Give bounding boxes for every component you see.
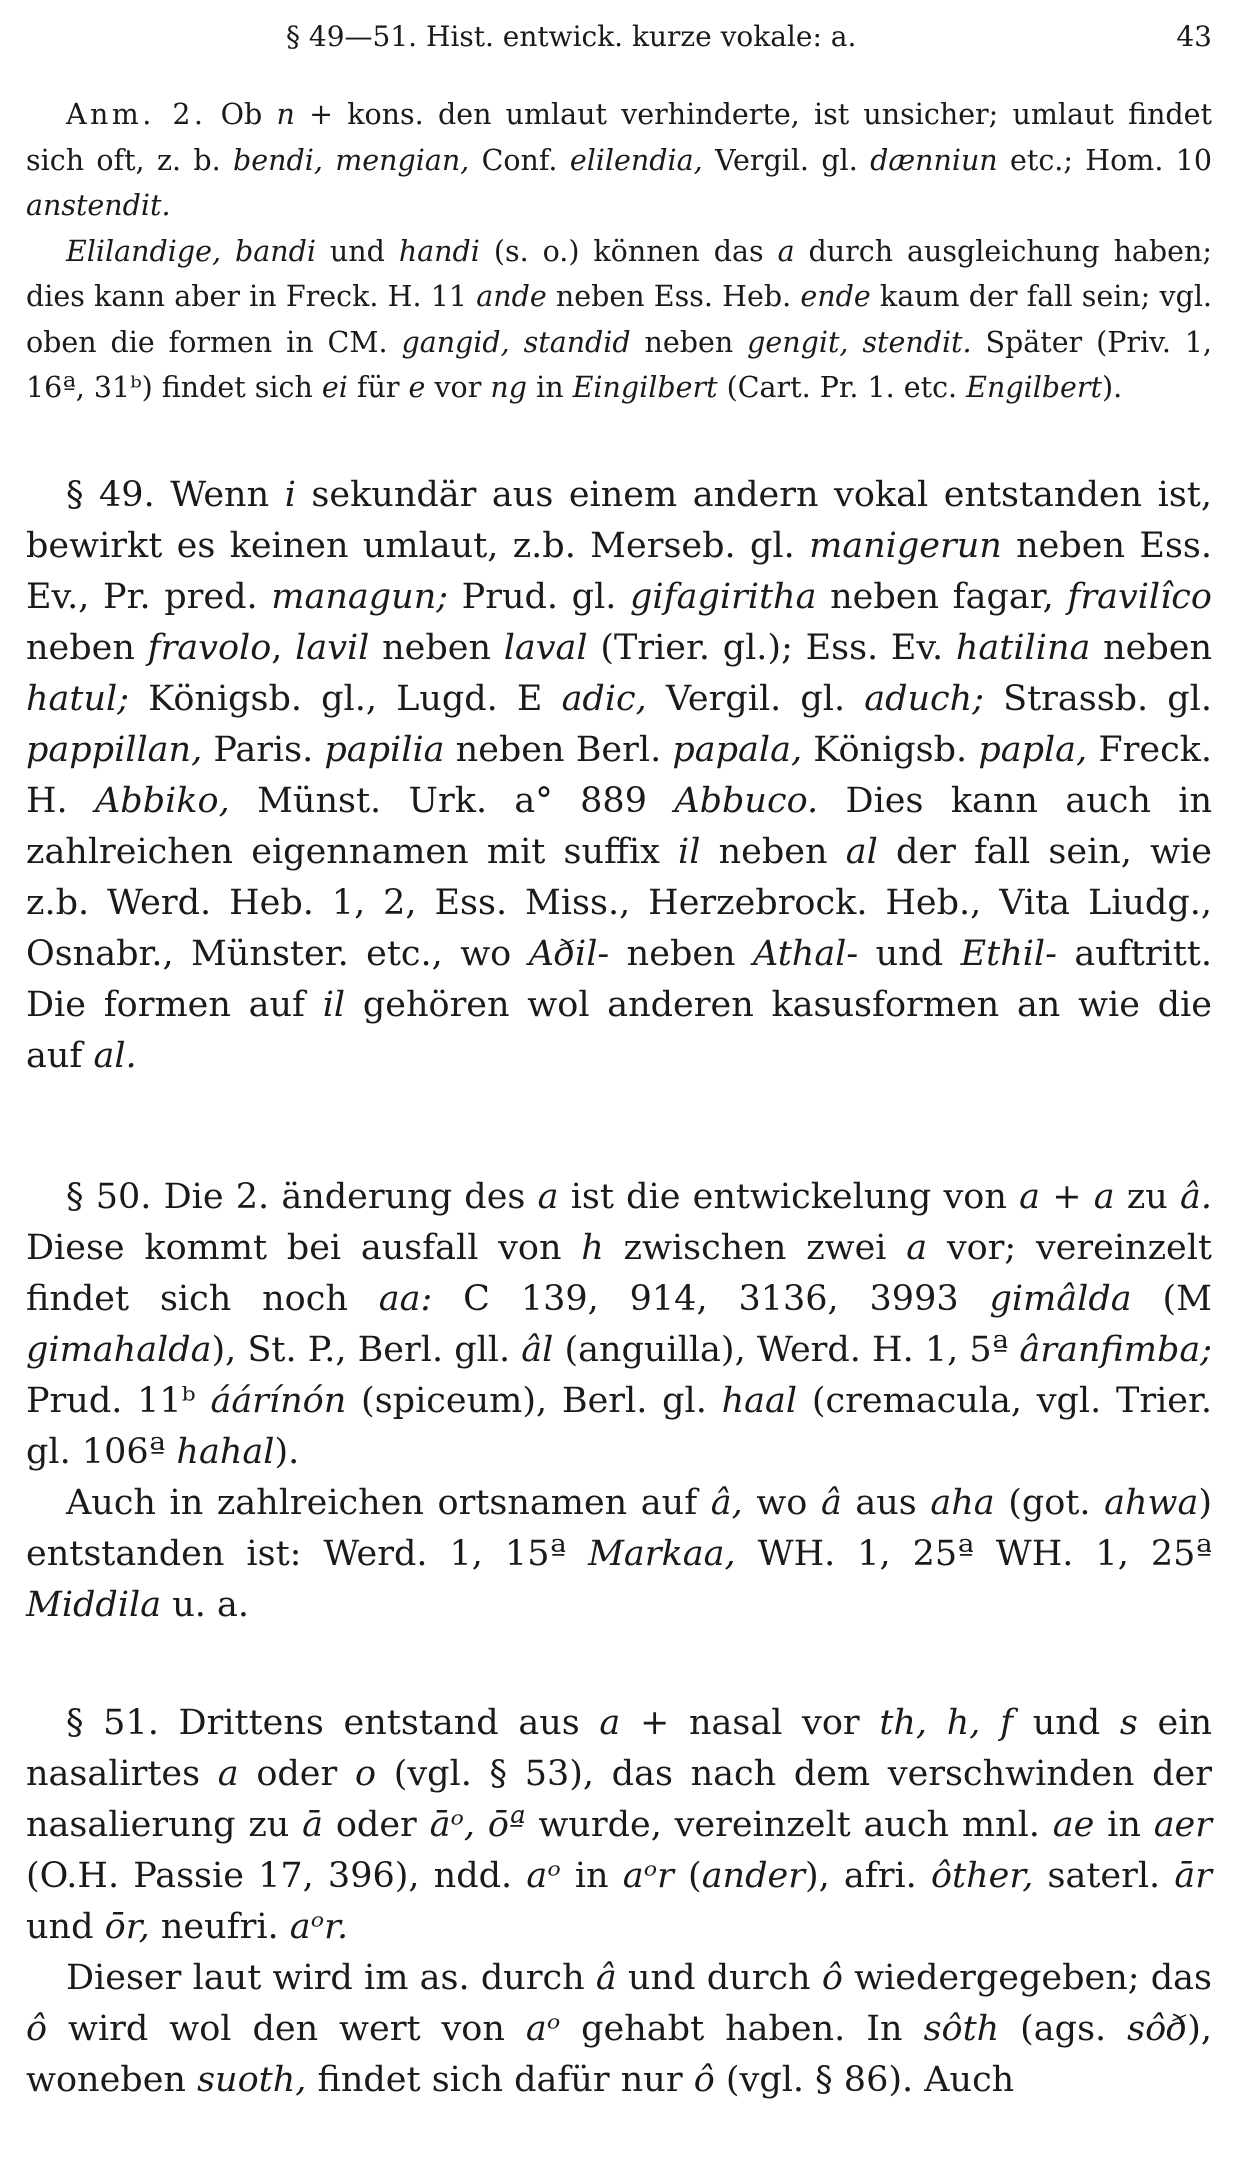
italic-run: e [408, 371, 426, 404]
italic-run: managun; [271, 577, 449, 617]
italic-run: ande [476, 280, 547, 313]
italic-run: a + [599, 1703, 689, 1743]
italic-run: aᵒ [526, 1856, 561, 1896]
text-run: u. a. [161, 1585, 250, 1625]
text-run: nasal vor [688, 1703, 880, 1743]
section-51-paragraph-1 [26, 1698, 1212, 1953]
text-run: C 139, 914, 3136, 3993 [432, 1279, 990, 1319]
text-run: neben [1090, 628, 1212, 668]
italic-run: al [845, 832, 878, 872]
italic-run: suoth, [197, 2060, 307, 2100]
text-run: gehabt haben. In [560, 2009, 924, 2049]
section-50-paragraph-1 [26, 1172, 1212, 1478]
italic-run: h [581, 1228, 604, 1268]
italic-run: â, [710, 1483, 743, 1523]
text-run: § 49. Wenn [66, 475, 285, 515]
text-run: Diese kommt bei ausfall von [26, 1228, 582, 1268]
section-49 [26, 470, 1212, 1082]
text-run: (O.H. Passie 17, 396), ndd. [26, 1856, 527, 1896]
italic-run: laval [503, 628, 588, 668]
italic-run: elilendia, [569, 143, 703, 177]
text-run: Paris. [202, 730, 325, 770]
italic-run: ae [1052, 1805, 1095, 1845]
section-49-paragraph [26, 470, 1212, 1082]
italic-run: fravilîco [1067, 577, 1212, 617]
section-51 [26, 1698, 1212, 2106]
italic-run: Eingilbert [572, 371, 718, 404]
text-run: und [858, 934, 961, 974]
text-run: und [26, 1907, 105, 1947]
text-run: ), St. P., Berl. gll. [211, 1330, 522, 1370]
text-run: wo [742, 1483, 821, 1523]
italic-run: manigerun [809, 526, 1002, 566]
text-run: zu [1114, 1177, 1181, 1217]
text-run: neben [630, 325, 748, 359]
text-run: findet sich dafür nur [306, 2060, 694, 2100]
section-50-paragraph-2 [26, 1478, 1212, 1631]
italic-run: āᵒ, ōª [429, 1805, 526, 1845]
text-run: Vergil. gl. [702, 143, 871, 177]
text-run: (ags. [999, 2009, 1128, 2049]
italic-run: â. [1180, 1177, 1213, 1217]
text-run: auftritt. Die formen auf [26, 934, 1212, 1025]
text-run: (vgl. § 86). Auch [714, 2060, 1015, 2100]
text-run: § 50. Die 2. änderung des [66, 1177, 538, 1217]
text-run: neben fagar, [816, 577, 1068, 617]
text-run: (spiceum), Berl. gl. [346, 1381, 722, 1421]
italic-run: â [595, 1958, 617, 1998]
italic-run: papala, [672, 730, 803, 770]
section-50 [26, 1172, 1212, 1631]
italic-run: âl [521, 1330, 554, 1370]
italic-run: gangid, standid [401, 325, 631, 359]
italic-run: hatul; [26, 679, 130, 719]
italic-run: haal [721, 1381, 798, 1421]
annotation-block [26, 92, 1212, 411]
text-run: Auch in zahlreichen ortsnamen auf [66, 1483, 711, 1523]
text-run: ), afri. [804, 1856, 931, 1896]
italic-run: papilia [324, 730, 445, 770]
italic-run: a [777, 234, 795, 268]
italic-run: aa: [378, 1279, 433, 1319]
italic-run: aᵒr. [289, 1907, 349, 1947]
italic-run: Elilandige, bandi [66, 234, 316, 268]
text-run: ist die entwickelung von [558, 1177, 1020, 1217]
text-run: wiedergegeben; das [842, 1958, 1212, 1998]
text-run: ein nasalirtes [26, 1703, 1212, 1794]
text-run: Conf. [469, 143, 570, 177]
italic-run: dænniun [870, 143, 998, 177]
italic-run: gifagiritha [630, 577, 817, 617]
italic-run: th, h, f [879, 1703, 1014, 1743]
text-run: vor; vereinzelt findet sich noch [26, 1228, 1212, 1319]
text-run: (s. o.) können das [479, 234, 778, 268]
text-run: ). [274, 1432, 300, 1472]
text-run: Prud. 11ᵇ [26, 1381, 211, 1421]
italic-run: il [678, 832, 701, 872]
italic-run: áárínón [210, 1381, 347, 1421]
text-run: in [560, 1856, 623, 1896]
text-run: (Trier. gl.); Ess. Ev. [587, 628, 956, 668]
text-run: neufri. [149, 1907, 290, 1947]
annotation-label: Anm. 2. [66, 98, 207, 131]
italic-run: ende [800, 280, 871, 313]
text-run: für [347, 371, 409, 404]
text-run: ) entstanden ist: Werd. 1, 15ª [26, 1483, 1213, 1574]
italic-run: gimahalda [26, 1330, 212, 1370]
italic-run: ei [321, 371, 348, 404]
text-run: oder [238, 1754, 355, 1794]
italic-run: ôther, [930, 1856, 1034, 1896]
italic-run: aᵒr [622, 1856, 674, 1896]
text-run: gehören wol anderen kasusformen an wie die auf [26, 985, 1212, 1076]
italic-run: âranfimba; [1019, 1330, 1213, 1370]
italic-run: al. [93, 1036, 137, 1076]
italic-run: ā [302, 1805, 324, 1845]
text-run: + kons. den umlaut verhinderte, ist unsicher; umlaut findet sich oft, z. b. [26, 98, 1212, 177]
italic-run: sôth [923, 2009, 1000, 2049]
italic-run: pappillan, [26, 730, 203, 770]
italic-run: bendi, mengian, [233, 143, 470, 177]
text-run: Freck. H. [26, 730, 1213, 821]
text-run: vor [425, 371, 491, 404]
text-run: neben Ess. Heb. [546, 280, 801, 313]
text-run: saterl. [1033, 1856, 1175, 1896]
text-run: ). [1102, 371, 1123, 404]
italic-run: aᵒ [525, 2009, 561, 2049]
italic-run: Markaa, [588, 1534, 736, 1574]
italic-run: ng [490, 371, 528, 404]
text-run: neben [26, 628, 148, 668]
text-run: Münst. Urk. a° 889 [229, 781, 675, 821]
text-run: zwischen zwei [603, 1228, 907, 1268]
text-run: Königsb. [802, 730, 979, 770]
text-run: in [527, 371, 573, 404]
italic-run: sôð [1127, 2009, 1188, 2049]
text-run: oder [323, 1805, 430, 1845]
text-run: (got. [994, 1483, 1105, 1523]
italic-run: ār [1174, 1856, 1212, 1896]
page-number: 43 [1176, 20, 1212, 53]
italic-run: a + a [1019, 1177, 1115, 1217]
text-run: Später (Priv. 1, 16ª, 31ᵇ) findet sich [26, 325, 1212, 404]
text-run: WH. 1, 25ª WH. 1, 25ª [735, 1534, 1212, 1574]
text-run: durch ausgleichung haben; dies kann aber in Freck. H. 11 [26, 234, 1212, 313]
text-run: § 51. Drittens entstand aus [66, 1703, 600, 1743]
italic-run: â [820, 1483, 842, 1523]
italic-run: a [217, 1754, 239, 1794]
text-run: (Cart. Pr. 1. etc. [717, 371, 967, 404]
text-run: in [1094, 1805, 1154, 1845]
italic-run: s [1119, 1703, 1138, 1743]
italic-run: anstendit. [26, 189, 171, 222]
italic-run: hahal [176, 1432, 275, 1472]
italic-run: hatilina [955, 628, 1091, 668]
italic-run: lavil [295, 628, 370, 668]
italic-run: ahwa [1104, 1483, 1199, 1523]
italic-run: i [284, 475, 296, 515]
text-run: der fall sein, wie z.b. Werd. Heb. 1, 2, Ess. Miss., Herzebrock. Heb., Vita Liudg., Osnabr., Münster. etc., wo [26, 832, 1212, 974]
text-run: kaum der fall sein; vgl. oben die formen in CM. [26, 280, 1212, 359]
text-run: Strassb. gl. [983, 679, 1213, 719]
text-run: (anguilla), Werd. H. 1, 5ª [553, 1330, 1020, 1370]
italic-run: adic, [561, 679, 647, 719]
italic-run: Engilbert [966, 371, 1102, 404]
text-run: (cremacula, vgl. Trier. gl. 106ª [26, 1381, 1213, 1472]
text-run: neben Berl. [444, 730, 673, 770]
text-run: Ob [206, 98, 277, 131]
italic-run: Abbiko, [95, 781, 230, 821]
italic-run: ōr, [104, 1907, 150, 1947]
text-run: neben [369, 628, 504, 668]
italic-run: il [322, 985, 346, 1025]
italic-run: ô [821, 1958, 843, 1998]
italic-run: Ethil- [960, 934, 1057, 974]
italic-run: ô [26, 2009, 48, 2049]
text-run: (vgl. § 53), das nach dem verschwinden der nasalierung zu [26, 1754, 1212, 1845]
section-51-paragraph-2 [26, 1953, 1212, 2106]
text-run: und [315, 234, 399, 268]
italic-run: aha [930, 1483, 995, 1523]
italic-run: ander [701, 1856, 805, 1896]
italic-run: papla, [978, 730, 1088, 770]
text-run: und [1013, 1703, 1120, 1743]
italic-run: aduch; [864, 679, 984, 719]
italic-run: Abbuco. [674, 781, 819, 821]
text-run: neben [609, 934, 754, 974]
text-run: Dieser laut wird im as. durch [66, 1958, 596, 1998]
text-run: Dies kann auch in zahlreichen eigennamen mit suffix [26, 781, 1212, 872]
text-run: neben [700, 832, 846, 872]
italic-run: aer [1153, 1805, 1212, 1845]
text-run: neben Ess. Ev., Pr. pred. [26, 526, 1212, 617]
annotation-paragraph-2 [26, 229, 1212, 411]
italic-run: n [276, 98, 295, 131]
italic-run: handi [398, 234, 480, 268]
text-run: Vergil. gl. [646, 679, 865, 719]
text-run: , [271, 628, 296, 668]
header-title: § 49—51. Hist. entwick. kurze vokale: a. [286, 20, 857, 53]
annotation-paragraph-1 [26, 92, 1212, 229]
italic-run: fravolo [147, 628, 272, 668]
italic-run: a [906, 1228, 928, 1268]
running-header [26, 20, 1212, 60]
italic-run: a [537, 1177, 559, 1217]
italic-run: gengit, stendit. [747, 325, 972, 359]
text-run: Königsb. gl., Lugd. E [129, 679, 562, 719]
italic-run: gimâlda [989, 1279, 1132, 1319]
italic-run: Athal- [753, 934, 859, 974]
text-run: Prud. gl. [448, 577, 631, 617]
text-run: ), woneben [26, 2009, 1213, 2100]
text-run: etc.; Hom. 10 [997, 143, 1212, 177]
text-run: wird wol den wert von [47, 2009, 526, 2049]
text-run: aus [841, 1483, 931, 1523]
italic-run: o [354, 1754, 377, 1794]
text-run: und durch [616, 1958, 822, 1998]
text-run: sekundär aus einem andern vokal entstanden ist, bewirkt es keinen umlaut, z.b. Merseb. gl. [26, 475, 1212, 566]
italic-run: Middila [26, 1585, 162, 1625]
text-run: ( [673, 1856, 702, 1896]
text-run: wurde, vereinzelt auch mnl. [525, 1805, 1053, 1845]
italic-run: Aðil- [528, 934, 610, 974]
italic-run: ô [693, 2060, 715, 2100]
text-run: (M [1131, 1279, 1212, 1319]
